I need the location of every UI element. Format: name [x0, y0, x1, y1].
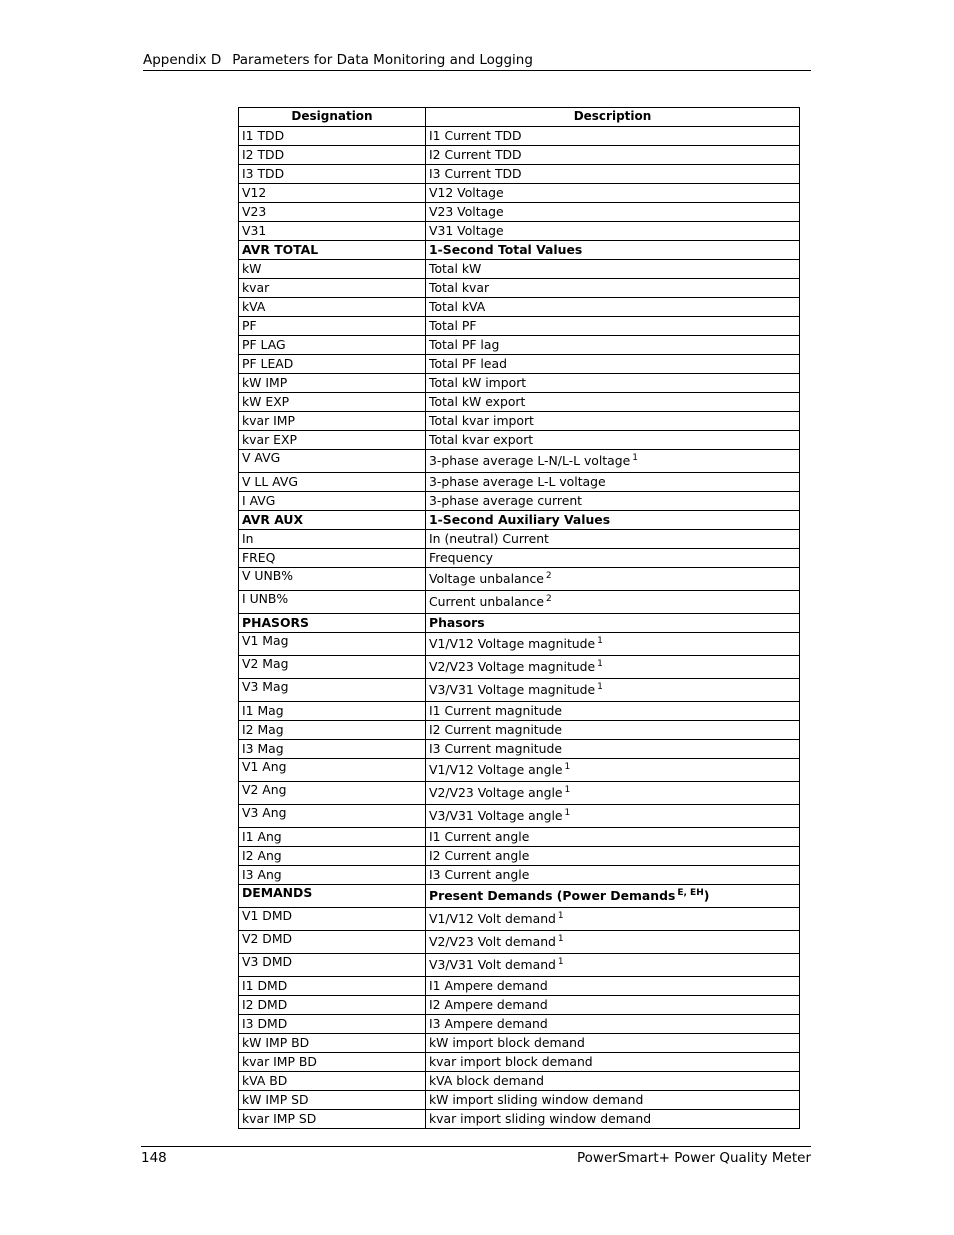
designation-cell: kvar IMP — [239, 412, 426, 431]
description-text: Present Demands (Power Demands — [429, 888, 676, 903]
description-text: I2 Ampere demand — [429, 997, 548, 1012]
designation-cell: AVR AUX — [239, 511, 426, 530]
table-row — [239, 866, 800, 885]
table-row — [239, 908, 800, 931]
description-cell — [426, 473, 800, 492]
column-header-description: Description — [426, 108, 800, 127]
description-cell — [426, 702, 800, 721]
parameters-table — [238, 107, 800, 1129]
designation-cell: PF LAG — [239, 336, 426, 355]
description-text: I1 Current angle — [429, 829, 530, 844]
table-row — [239, 222, 800, 241]
description-text: Total kW export — [429, 394, 526, 409]
description-cell — [426, 431, 800, 450]
description-cell — [426, 828, 800, 847]
table-row — [239, 492, 800, 511]
designation-cell: kW IMP SD — [239, 1091, 426, 1110]
designation-cell: kVA BD — [239, 1072, 426, 1091]
table-row — [239, 298, 800, 317]
description-text: Total PF — [429, 318, 477, 333]
description-cell — [426, 656, 800, 679]
appendix-label: Appendix D — [143, 52, 222, 68]
table-row — [239, 165, 800, 184]
designation-cell: V23 — [239, 203, 426, 222]
description-cell — [426, 908, 800, 931]
description-text: I3 Current magnitude — [429, 741, 562, 756]
designation-cell: I2 Ang — [239, 847, 426, 866]
footnote-marker: 2 — [545, 571, 552, 581]
description-text: Current unbalance — [429, 594, 544, 609]
designation-cell: V AVG — [239, 450, 426, 473]
designation-cell: In — [239, 530, 426, 549]
description-cell — [426, 1110, 800, 1129]
description-text: V1/V12 Volt demand — [429, 911, 556, 926]
table-row — [239, 1091, 800, 1110]
table-row — [239, 374, 800, 393]
description-text: V12 Voltage — [429, 185, 504, 200]
table-row — [239, 1110, 800, 1129]
footnote-marker: 1 — [557, 934, 564, 944]
description-text: V2/V23 Volt demand — [429, 934, 556, 949]
description-cell — [426, 317, 800, 336]
designation-cell: I1 DMD — [239, 977, 426, 996]
description-cell — [426, 679, 800, 702]
description-cell — [426, 241, 800, 260]
description-cell — [426, 279, 800, 298]
designation-cell: I2 DMD — [239, 996, 426, 1015]
designation-cell: kVA — [239, 298, 426, 317]
designation-cell: I2 TDD — [239, 146, 426, 165]
designation-cell: I1 TDD — [239, 127, 426, 146]
description-cell — [426, 127, 800, 146]
designation-cell: V1 DMD — [239, 908, 426, 931]
table-row — [239, 203, 800, 222]
designation-cell: kvar EXP — [239, 431, 426, 450]
designation-cell: V3 Mag — [239, 679, 426, 702]
description-cell — [426, 511, 800, 530]
table-row — [239, 633, 800, 656]
description-text: V31 Voltage — [429, 223, 504, 238]
description-text: V1/V12 Voltage angle — [429, 762, 563, 777]
designation-cell: AVR TOTAL — [239, 241, 426, 260]
description-text: 3-phase average L-L voltage — [429, 474, 606, 489]
table-row — [239, 568, 800, 591]
description-text: kVA block demand — [429, 1073, 544, 1088]
footnote-marker: 1 — [564, 762, 571, 772]
description-text: I3 Current angle — [429, 867, 530, 882]
description-text: I3 Current TDD — [429, 166, 522, 181]
description-cell — [426, 146, 800, 165]
description-text: 3-phase average L-N/L-L voltage — [429, 453, 631, 468]
table-row — [239, 679, 800, 702]
table-row — [239, 847, 800, 866]
table-row — [239, 721, 800, 740]
description-text: kW import sliding window demand — [429, 1092, 644, 1107]
description-text: V23 Voltage — [429, 204, 504, 219]
table-row — [239, 782, 800, 805]
description-cell — [426, 885, 800, 908]
description-text: Phasors — [429, 615, 485, 630]
designation-cell: I3 TDD — [239, 165, 426, 184]
designation-cell: V2 Mag — [239, 656, 426, 679]
table-row — [239, 702, 800, 721]
product-name: PowerSmart+ Power Quality Meter — [577, 1150, 811, 1166]
table-row — [239, 127, 800, 146]
description-cell — [426, 1015, 800, 1034]
section-row — [239, 241, 800, 260]
footnote-marker: 1 — [564, 785, 571, 795]
description-text: 1-Second Auxiliary Values — [429, 512, 611, 527]
designation-cell: V1 Ang — [239, 759, 426, 782]
description-text: Voltage unbalance — [429, 571, 544, 586]
designation-cell: I AVG — [239, 492, 426, 511]
section-row — [239, 614, 800, 633]
designation-cell: V3 Ang — [239, 805, 426, 828]
designation-cell: kW IMP — [239, 374, 426, 393]
column-header-designation: Designation — [239, 108, 426, 127]
table-row — [239, 1072, 800, 1091]
footnote-marker: 1 — [557, 957, 564, 967]
table-row — [239, 931, 800, 954]
footnote-marker: E, EH — [677, 888, 704, 898]
page-header — [143, 51, 811, 71]
designation-cell: kvar IMP SD — [239, 1110, 426, 1129]
table-row — [239, 977, 800, 996]
description-text: I3 Ampere demand — [429, 1016, 548, 1031]
section-row — [239, 511, 800, 530]
designation-cell: I3 Ang — [239, 866, 426, 885]
section-row — [239, 885, 800, 908]
description-cell — [426, 977, 800, 996]
footnote-marker: 1 — [564, 808, 571, 818]
description-cell — [426, 260, 800, 279]
page-number: 148 — [141, 1150, 167, 1166]
table-row — [239, 393, 800, 412]
designation-cell: V2 Ang — [239, 782, 426, 805]
designation-cell: I2 Mag — [239, 721, 426, 740]
description-text: Frequency — [429, 550, 494, 565]
description-cell — [426, 355, 800, 374]
table-row — [239, 530, 800, 549]
appendix-title: Parameters for Data Monitoring and Logging — [232, 52, 533, 68]
description-cell — [426, 1091, 800, 1110]
description-cell — [426, 374, 800, 393]
description-cell — [426, 805, 800, 828]
description-text: Total kvar export — [429, 432, 534, 447]
table-row — [239, 828, 800, 847]
description-text: 1-Second Total Values — [429, 242, 583, 257]
designation-cell: kW EXP — [239, 393, 426, 412]
description-cell — [426, 184, 800, 203]
description-text: kvar import sliding window demand — [429, 1111, 652, 1126]
table-row — [239, 1015, 800, 1034]
designation-cell: V LL AVG — [239, 473, 426, 492]
footnote-marker: 1 — [557, 911, 564, 921]
description-text: I2 Current angle — [429, 848, 530, 863]
description-suffix: ) — [703, 888, 710, 903]
description-cell — [426, 996, 800, 1015]
description-cell — [426, 591, 800, 614]
description-text: 3-phase average current — [429, 493, 583, 508]
table-row — [239, 317, 800, 336]
description-text: Total kW — [429, 261, 482, 276]
designation-cell: I1 Ang — [239, 828, 426, 847]
description-text: I2 Current magnitude — [429, 722, 562, 737]
description-text: Total PF lag — [429, 337, 500, 352]
footnote-marker: 1 — [597, 682, 603, 692]
description-cell — [426, 412, 800, 431]
page-footer — [141, 1146, 811, 1167]
designation-cell: kW IMP BD — [239, 1034, 426, 1053]
table-row — [239, 1034, 800, 1053]
designation-cell: PHASORS — [239, 614, 426, 633]
table-row — [239, 996, 800, 1015]
designation-cell: V3 DMD — [239, 954, 426, 977]
table-row — [239, 549, 800, 568]
description-cell — [426, 222, 800, 241]
designation-cell: V UNB% — [239, 568, 426, 591]
description-text: I2 Current TDD — [429, 147, 522, 162]
description-text: Total PF lead — [429, 356, 507, 371]
description-cell — [426, 203, 800, 222]
description-cell — [426, 847, 800, 866]
description-text: V3/V31 Voltage magnitude — [429, 682, 596, 697]
designation-cell: PF — [239, 317, 426, 336]
table-row — [239, 412, 800, 431]
designation-cell: I3 Mag — [239, 740, 426, 759]
footnote-marker: 1 — [597, 659, 603, 669]
description-cell — [426, 298, 800, 317]
description-cell — [426, 1034, 800, 1053]
table-row — [239, 184, 800, 203]
table-row — [239, 805, 800, 828]
description-cell — [426, 549, 800, 568]
description-text: V3/V31 Volt demand — [429, 957, 556, 972]
description-cell — [426, 568, 800, 591]
description-text: Total kVA — [429, 299, 486, 314]
description-text: Total kvar — [429, 280, 490, 295]
table-row — [239, 656, 800, 679]
description-cell — [426, 1053, 800, 1072]
description-cell — [426, 740, 800, 759]
description-text: kW import block demand — [429, 1035, 585, 1050]
description-cell — [426, 165, 800, 184]
description-cell — [426, 759, 800, 782]
description-cell — [426, 931, 800, 954]
designation-cell: kW — [239, 260, 426, 279]
table-body — [239, 127, 800, 1129]
table-row — [239, 591, 800, 614]
description-text: I1 Current magnitude — [429, 703, 562, 718]
table-row — [239, 473, 800, 492]
table-row — [239, 355, 800, 374]
designation-cell: DEMANDS — [239, 885, 426, 908]
table-row — [239, 336, 800, 355]
description-text: I1 Ampere demand — [429, 978, 548, 993]
table-header-row — [239, 108, 800, 127]
footnote-marker: 1 — [632, 453, 638, 463]
designation-cell: kvar — [239, 279, 426, 298]
description-cell — [426, 614, 800, 633]
designation-cell: V12 — [239, 184, 426, 203]
designation-cell: V2 DMD — [239, 931, 426, 954]
table-row — [239, 759, 800, 782]
footnote-marker: 1 — [597, 636, 603, 646]
description-cell — [426, 782, 800, 805]
description-cell — [426, 492, 800, 511]
table-row — [239, 146, 800, 165]
footnote-marker: 2 — [545, 594, 552, 604]
description-text: V2/V23 Voltage magnitude — [429, 659, 596, 674]
designation-cell: I3 DMD — [239, 1015, 426, 1034]
table-row — [239, 260, 800, 279]
description-cell — [426, 336, 800, 355]
table-row — [239, 431, 800, 450]
description-cell — [426, 1072, 800, 1091]
designation-cell: V1 Mag — [239, 633, 426, 656]
description-cell — [426, 393, 800, 412]
description-cell — [426, 633, 800, 656]
description-text: In (neutral) Current — [429, 531, 549, 546]
table-row — [239, 1053, 800, 1072]
description-text: Total kW import — [429, 375, 527, 390]
table-row — [239, 954, 800, 977]
designation-cell: FREQ — [239, 549, 426, 568]
description-text: V2/V23 Voltage angle — [429, 785, 563, 800]
description-text: V3/V31 Voltage angle — [429, 808, 563, 823]
description-text: kvar import block demand — [429, 1054, 593, 1069]
table-row — [239, 279, 800, 298]
designation-cell: I UNB% — [239, 591, 426, 614]
designation-cell: I1 Mag — [239, 702, 426, 721]
designation-cell: kvar IMP BD — [239, 1053, 426, 1072]
description-cell — [426, 450, 800, 473]
description-cell — [426, 954, 800, 977]
description-cell — [426, 530, 800, 549]
table-row — [239, 450, 800, 473]
designation-cell: PF LEAD — [239, 355, 426, 374]
description-text: I1 Current TDD — [429, 128, 522, 143]
description-text: V1/V12 Voltage magnitude — [429, 636, 596, 651]
description-text: Total kvar import — [429, 413, 534, 428]
description-cell — [426, 866, 800, 885]
description-cell — [426, 721, 800, 740]
designation-cell: V31 — [239, 222, 426, 241]
table-row — [239, 740, 800, 759]
